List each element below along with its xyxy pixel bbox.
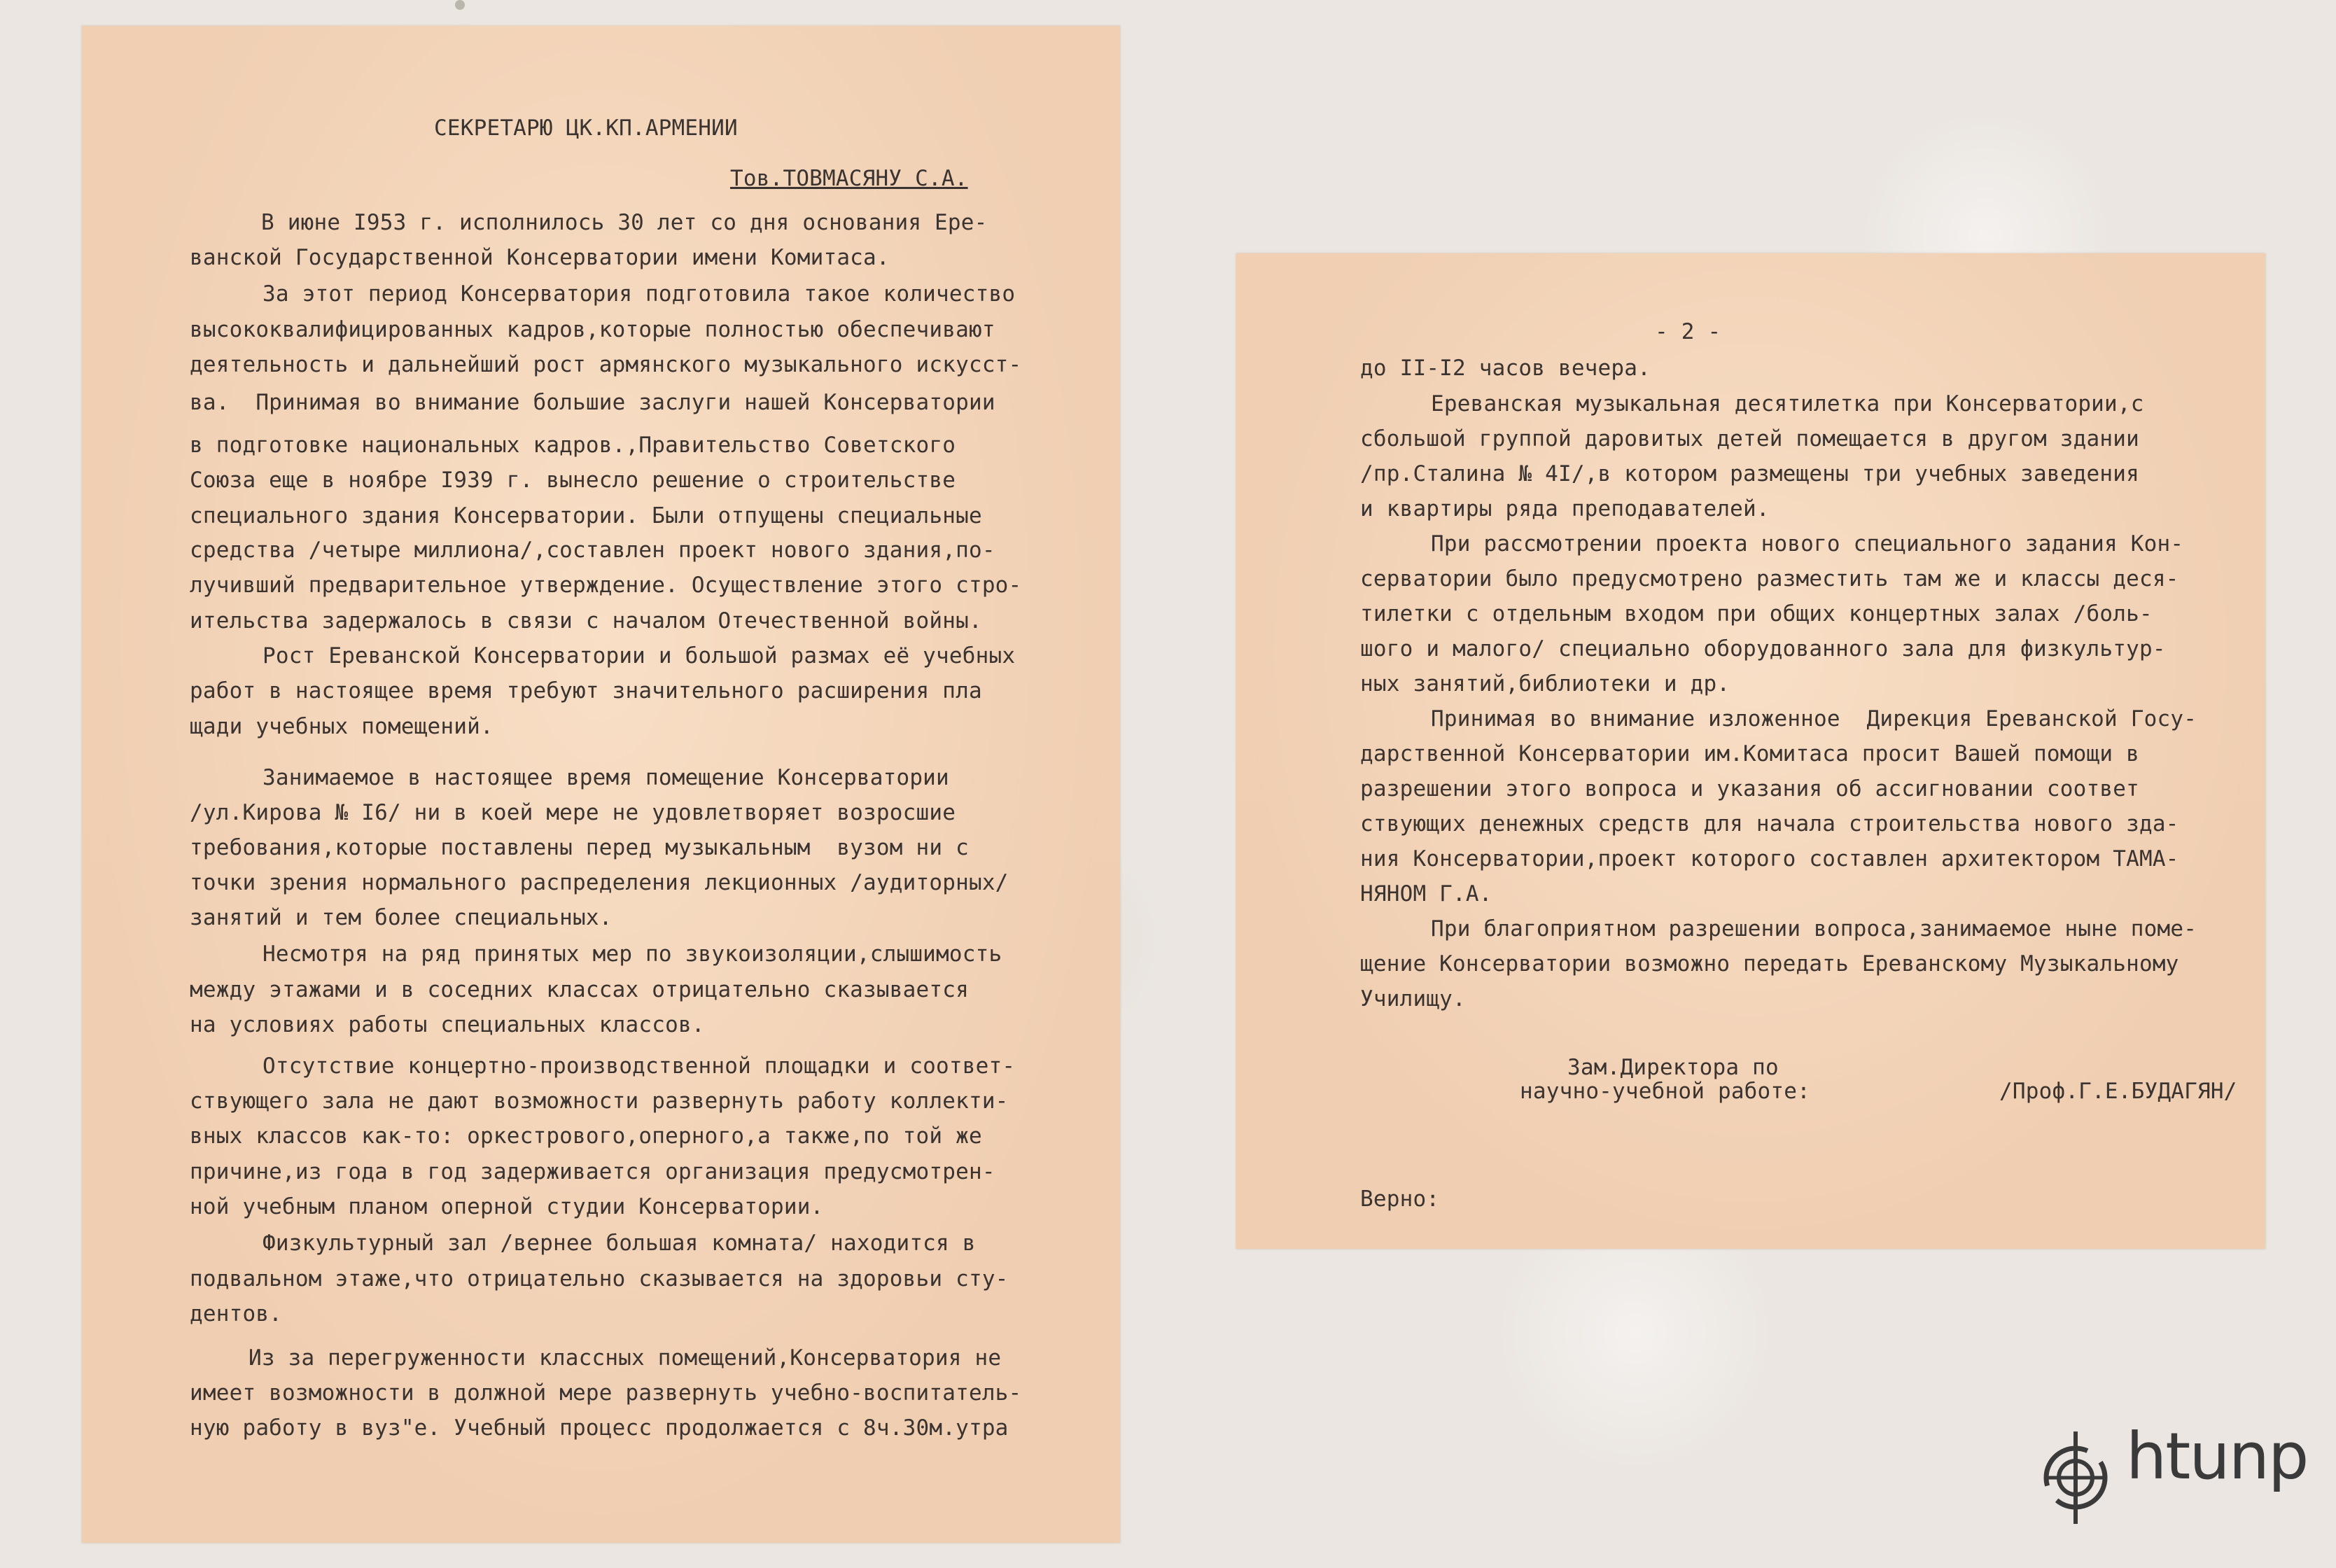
- text-line: дентов.: [190, 1301, 283, 1326]
- text-line: /ул.Кирова № I6/ ни в коей мере не удовлетворяет возросшие: [190, 800, 956, 825]
- text-line: лучивший предварительное утверждение. Осуществление этого стро-: [190, 573, 1022, 598]
- logo-wordmark: htunp: [2126, 1419, 2308, 1494]
- background-speck: [455, 0, 465, 10]
- text-line: Союза еще в ноябре I939 г. вынесло решение о строительстве: [190, 468, 956, 493]
- text-line: ствующего зала не дают возможности развернуть работу коллекти-: [190, 1088, 1009, 1114]
- text-line: до II-I2 часов вечера.: [1360, 356, 1651, 381]
- text-line: Из за перегруженности классных помещений,Консерватория не: [249, 1345, 1002, 1371]
- text-line: Занимаемое в настоящее время помещение Консерватории: [263, 765, 949, 790]
- text-line: работ в настоящее время требуют значительного расширения пла: [190, 678, 982, 704]
- text-line: ной учебным планом оперной студии Консерватории.: [190, 1194, 824, 1219]
- text-line: имеет возможности в должной мере развернуть учебно-воспитатель-: [190, 1380, 1022, 1406]
- text-line: Ереванская музыкальная десятилетка при Консерватории,с: [1431, 391, 2144, 416]
- page-number: - 2 -: [1655, 319, 1721, 344]
- signature-name: /Проф.Г.Е.БУДАГЯН/: [1999, 1079, 2237, 1104]
- text-line: Отсутствие концертно-производственной площадки и соответ-: [263, 1054, 1016, 1079]
- text-line: средства /четыре миллиона/,составлен проект нового здания,по-: [190, 538, 995, 563]
- text-line: Принимая во внимание изложенное Дирекция Ереванской Госу-: [1431, 706, 2197, 732]
- text-line: высококвалифицированных кадров,которые полностью обеспечивают: [190, 317, 995, 342]
- text-line: ных занятий,библиотеки и др.: [1360, 671, 1730, 696]
- text-line: щади учебных помещений.: [190, 714, 494, 739]
- text-line: шого и малого/ специально оборудованного зала для физкультур-: [1360, 636, 2166, 662]
- logo-emblem-icon: [2037, 1424, 2121, 1530]
- document-page-1: [82, 26, 1120, 1543]
- signature-title-line-2: научно-учебной работе:: [1520, 1079, 1810, 1104]
- text-line: Рост Ереванской Консерватории и большой размах её учебных: [263, 643, 1016, 668]
- text-line: ительства задержалось в связи с началом Отечественной войны.: [190, 608, 982, 634]
- text-line: щение Консерватории возможно передать Ереванскому Музыкальному: [1360, 951, 2179, 976]
- text-line: За этот период Консерватория подготовила такое количество: [263, 281, 1016, 307]
- text-line: НЯНОМ Г.А.: [1360, 881, 1492, 906]
- text-line: в подготовке национальных кадров.,Правительство Советского: [190, 433, 956, 458]
- text-line: на условиях работы специальных классов.: [190, 1012, 705, 1037]
- text-line: При благоприятном разрешении вопроса,занимаемое ныне поме-: [1431, 916, 2197, 941]
- archive-logo: [2037, 1419, 2308, 1530]
- text-line: Несмотря на ряд принятых мер по звукоизоляции,слышимость: [263, 941, 1002, 967]
- text-line: тилетки с отдельным входом при общих концертных залах /боль-: [1360, 601, 2153, 626]
- text-line: ванской Государственной Консерватории имени Комитаса.: [190, 245, 890, 270]
- text-line: деятельность и дальнейший рост армянского музыкального искусст-: [190, 352, 1022, 377]
- letter-addressee: Тов.ТОВМАСЯНУ С.А.: [730, 166, 968, 191]
- text-line: ную работу в вуз"е. Учебный процесс продолжается с 8ч.30м.утра: [190, 1415, 1009, 1441]
- text-line: /пр.Сталина № 4I/,в котором размещены три учебных заведения: [1360, 461, 2139, 486]
- text-line: дарственной Консерватории им.Комитаса просит Вашей помощи в: [1360, 741, 2139, 766]
- text-line: подвальном этаже,что отрицательно сказывается на здоровьи сту-: [190, 1266, 1009, 1292]
- text-line: разрешении этого вопроса и указания об ассигновании соответ: [1360, 776, 2139, 802]
- signature-title-line-1: Зам.Директора по: [1567, 1055, 1779, 1080]
- text-line: занятий и тем более специальных.: [190, 905, 613, 930]
- text-line: точки зрения нормального распределения лекционных /аудиторных/: [190, 870, 1009, 895]
- text-line: ния Консерватории,проект которого составлен архитектором ТАМА-: [1360, 846, 2179, 872]
- document-page-2: [1236, 253, 2265, 1249]
- text-line: серватории было предусмотрено разместить там же и классы деся-: [1360, 566, 2179, 592]
- text-line: Физкультурный зал /вернее большая комната/ находится в: [263, 1231, 976, 1256]
- text-line: При рассмотрении проекта нового специального задания Кон-: [1431, 531, 2184, 556]
- text-line: требования,которые поставлены перед музыкальным вузом ни с: [190, 835, 969, 860]
- text-line: причине,из года в год задерживается организация предусмотрен-: [190, 1159, 995, 1184]
- text-line: специального здания Консерватории. Были отпущены специальные: [190, 503, 982, 528]
- text-line: В июне I953 г. исполнилось 30 лет со дня основания Ере-: [261, 210, 988, 235]
- text-line: сбольшой группой даровитых детей помещается в другом здании: [1360, 426, 2139, 451]
- text-line: ствующих денежных средств для начала строительства нового зда-: [1360, 811, 2179, 836]
- text-line: ва. Принимая во внимание большие заслуги нашей Консерватории: [190, 390, 995, 415]
- text-line: вных классов как-то: оркестрового,оперного,а также,по той же: [190, 1124, 982, 1149]
- text-line: между этажами и в соседних классах отрицательно сказывается: [190, 977, 969, 1002]
- letter-heading: СЕКРЕТАРЮ ЦК.КП.АРМЕНИИ: [434, 115, 738, 141]
- text-line: Училищу.: [1360, 986, 1466, 1011]
- certified-label: Верно:: [1360, 1186, 1440, 1212]
- text-line: и квартиры ряда преподавателей.: [1360, 496, 1770, 522]
